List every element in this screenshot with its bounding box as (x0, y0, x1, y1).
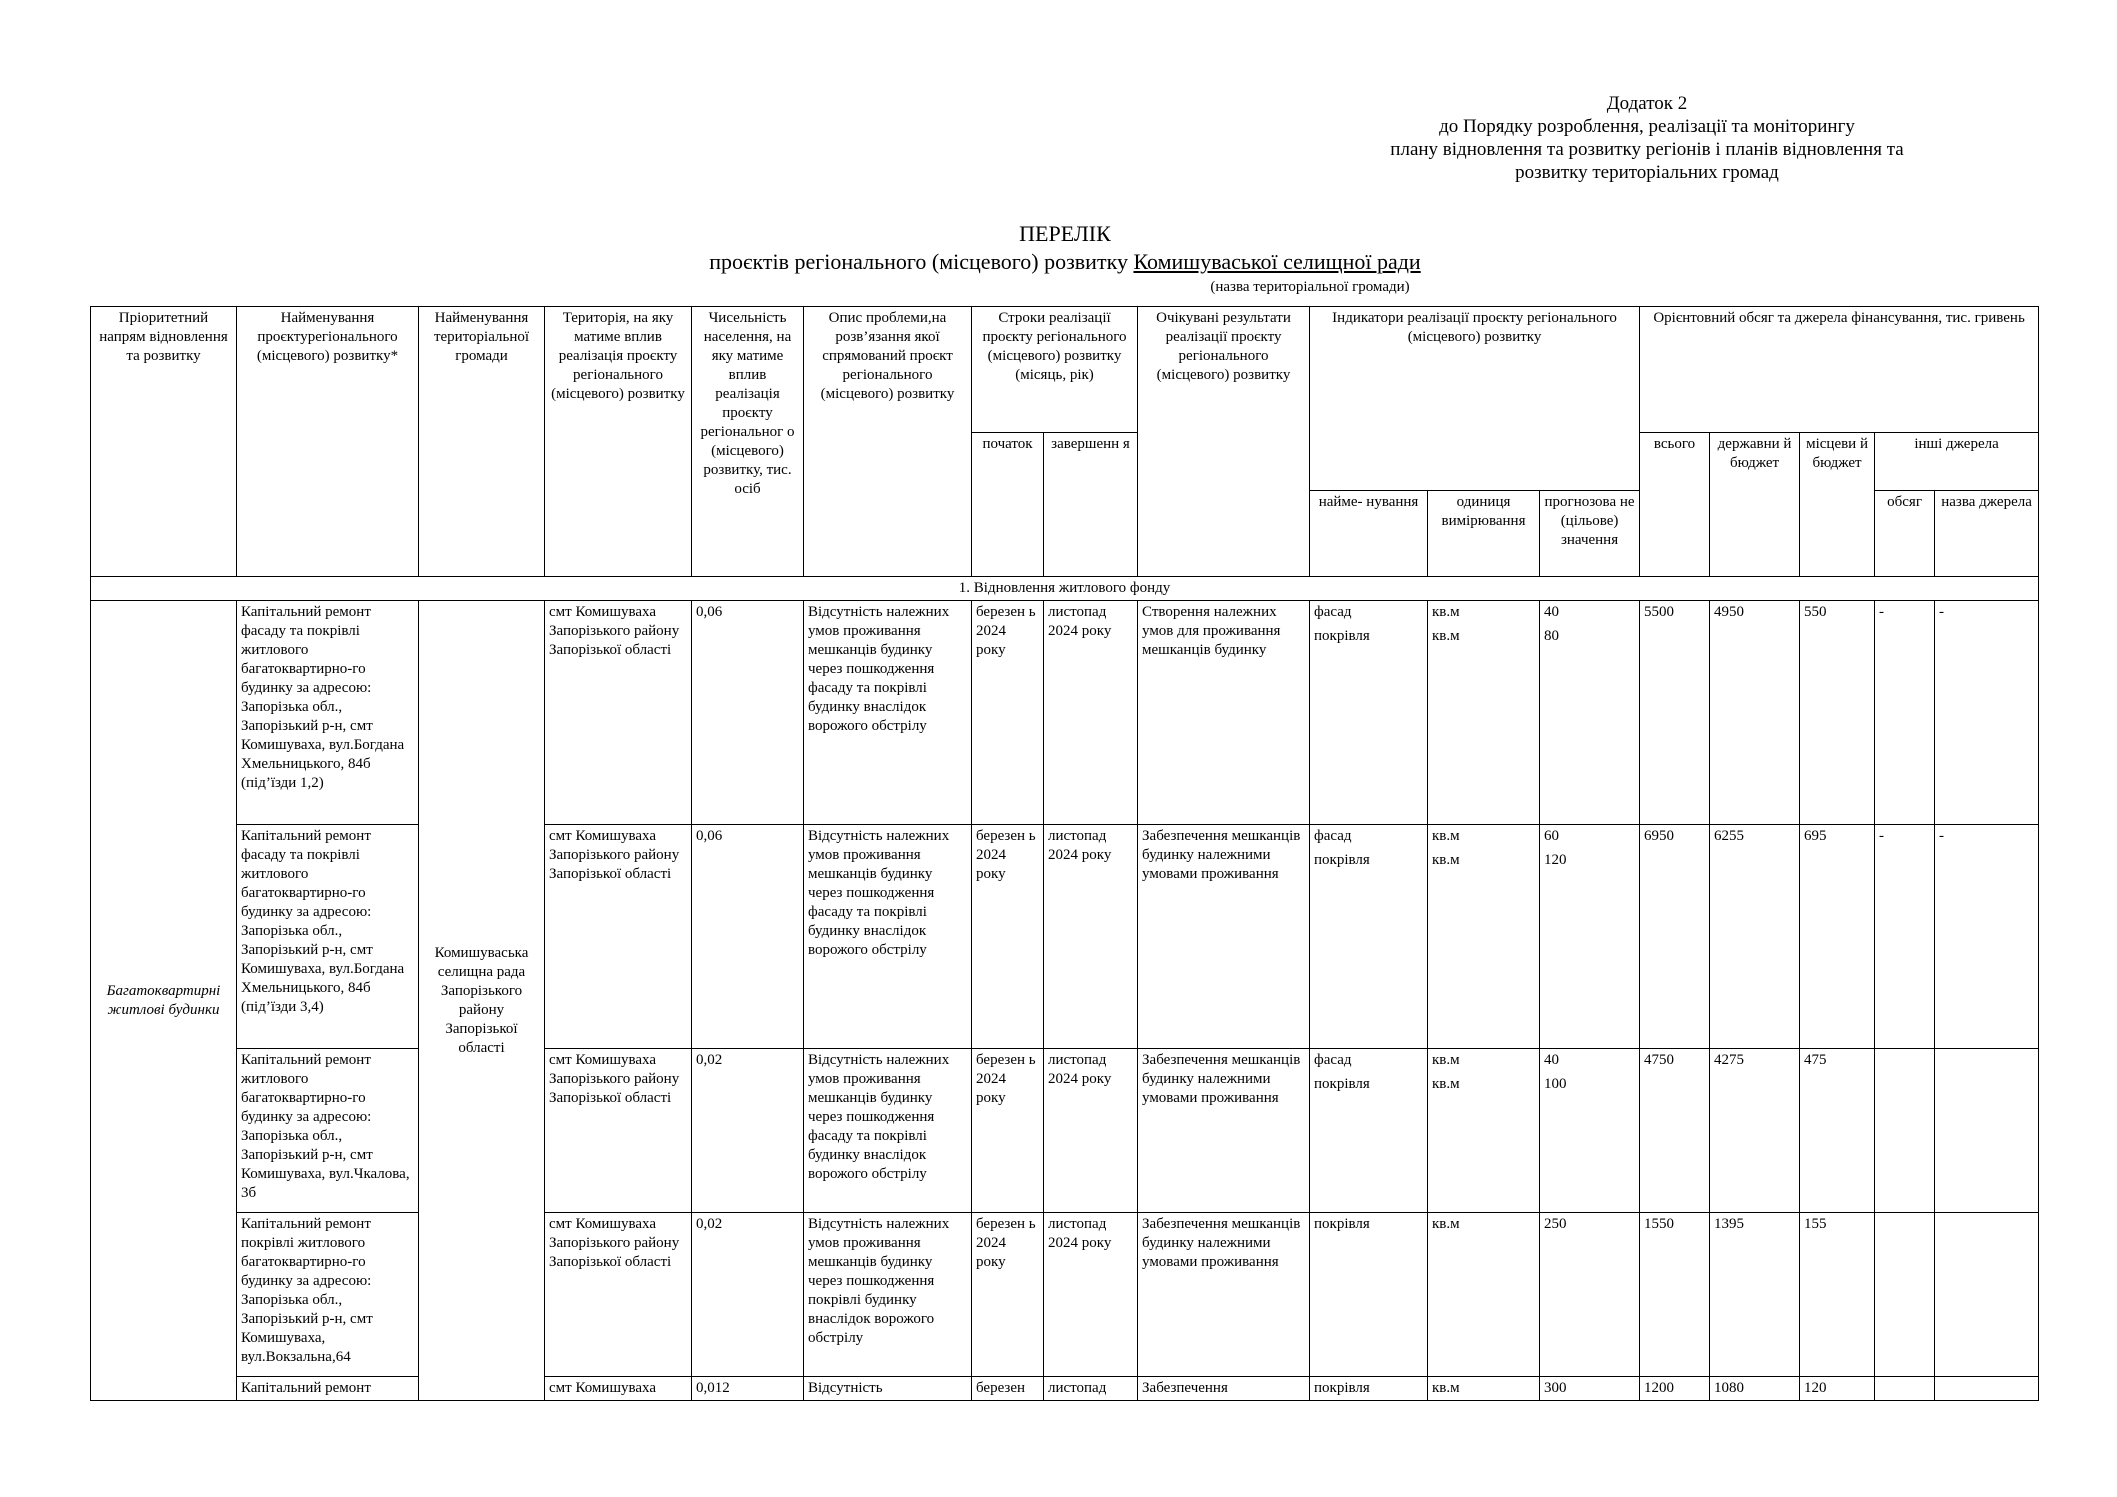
problem: Відсутність належних умов проживання мешканців будинку через пошкодження фасаду та покрівлі будинку внаслідок ворожого обстрілу (804, 825, 972, 1049)
header-other-sources: інші джерела (1875, 433, 2039, 491)
indicator-value: 100 (1544, 1076, 1567, 1092)
other-volume (1875, 1213, 1935, 1377)
indicator-name: покрівля (1314, 852, 1370, 868)
annex-line-4: розвитку територіальних громад (1515, 162, 1779, 183)
other-source-name: - (1935, 601, 2039, 825)
state-budget: 4950 (1710, 601, 1800, 825)
subtitle-hint: (назва територіальної громади) (1210, 279, 1410, 295)
section-title: 1. Відновлення житлового фонду (91, 577, 2039, 601)
header-territory: Територія, на яку матиме вплив реалізація проєкту регіонального (місцевого) розвитку (545, 307, 692, 577)
indicator-name: фасад (1314, 604, 1352, 620)
indicator-values (1540, 601, 1640, 825)
project-name: Капітальний ремонт покрівлі житлового багатоквартирно-го будинку за адресою: Запорізька обл., Запорізький р-н, смт Комишуваха, вул.Вокзальна,64 (237, 1213, 419, 1377)
indicator-value: 40 (1544, 604, 1560, 620)
problem: Відсутність належних умов проживання мешканців будинку через пошкодження покрівлі будинку внаслідок ворожого обстрілу (804, 1213, 972, 1377)
indicator-value: 300 (1544, 1380, 1567, 1396)
indicator-values (1540, 1049, 1640, 1213)
document-title: ПЕРЕЛІК (1019, 221, 1111, 246)
indicator-name: покрівля (1314, 1380, 1370, 1396)
state-budget: 4275 (1710, 1049, 1800, 1213)
subtitle-prefix: проєктів регіонального (місцевого) розвитку (709, 249, 1134, 274)
header-financing: Орієнтовний обсяг та джерела фінансування, тис. гривень (1640, 307, 2039, 433)
header-indicator-unit: одиниця вимірювання (1428, 491, 1540, 577)
territory: смт Комишуваха Запорізького району Запорізької області (545, 825, 692, 1049)
total-amount: 5500 (1640, 601, 1710, 825)
header-community: Найменування територіальної громади (419, 307, 545, 577)
local-budget: 155 (1800, 1213, 1875, 1377)
indicator-unit: кв.м (1432, 852, 1460, 868)
indicator-unit: кв.м (1432, 828, 1460, 844)
population: 0,06 (692, 601, 804, 825)
indicator-value: 120 (1544, 852, 1567, 868)
annex-line-2: до Порядку розроблення, реалізації та моніторингу (1439, 116, 1855, 137)
indicator-names (1310, 601, 1428, 825)
indicator-unit: кв.м (1432, 1216, 1460, 1232)
table-row (91, 825, 2039, 1049)
population: 0,02 (692, 1049, 804, 1213)
other-volume (1875, 1377, 1935, 1401)
subtitle-community: Комишуваської селищної ради (1133, 249, 1421, 274)
indicator-units (1428, 825, 1540, 1049)
annex-note (1297, 92, 1997, 184)
other-source-name (1935, 1213, 2039, 1377)
indicator-names (1310, 1049, 1428, 1213)
header-indicator-name: найме- нування (1310, 491, 1428, 577)
other-volume: - (1875, 601, 1935, 825)
header-project-name: Найменування проєктурегіонального (місцевого) розвитку* (237, 307, 419, 577)
problem: Відсутність належних умов проживання мешканців будинку через пошкодження фасаду та покрівлі будинку внаслідок ворожого обстрілу (804, 1049, 972, 1213)
state-budget: 6255 (1710, 825, 1800, 1049)
state-budget: 1080 (1710, 1377, 1800, 1401)
local-budget: 695 (1800, 825, 1875, 1049)
expected-result: Забезпечення мешканців будинку належними умовами проживання (1138, 825, 1310, 1049)
indicator-values (1540, 1377, 1640, 1401)
header-other-volume: обсяг (1875, 491, 1935, 577)
local-budget: 120 (1800, 1377, 1875, 1401)
population: 0,06 (692, 825, 804, 1049)
indicator-names (1310, 1213, 1428, 1377)
header-other-name: назва джерела (1935, 491, 2039, 577)
indicator-unit: кв.м (1432, 1380, 1460, 1396)
community-name: Комишуваська селищна рада Запорізького району Запорізької області (419, 601, 545, 1401)
indicator-units (1428, 1377, 1540, 1401)
header-total: всього (1640, 433, 1710, 577)
total-amount: 1200 (1640, 1377, 1710, 1401)
table-row (91, 1213, 2039, 1377)
project-name: Капітальний ремонт фасаду та покрівлі житлового багатоквартирно-го будинку за адресою: Запорізька обл., Запорізький р-н, смт Комишуваха, вул.Богдана Хмельницького, 84б (під’їзди 1,2) (237, 601, 419, 825)
indicator-name: фасад (1314, 1052, 1352, 1068)
start-date: березен (972, 1377, 1044, 1401)
end-date: листопад 2024 року (1044, 825, 1138, 1049)
end-date: листопад 2024 року (1044, 601, 1138, 825)
document-subtitle (90, 248, 2040, 276)
indicator-value: 80 (1544, 628, 1560, 644)
other-source-name (1935, 1049, 2039, 1213)
expected-result: Забезпечення мешканців будинку належними умовами проживання (1138, 1213, 1310, 1377)
indicator-names (1310, 825, 1428, 1049)
annex-line-1: Додаток 2 (1606, 93, 1688, 114)
indicator-value: 60 (1544, 828, 1560, 844)
project-name: Капітальний ремонт фасаду та покрівлі житлового багатоквартирно-го будинку за адресою: Запорізька обл., Запорізький р-н, смт Комишуваха, вул.Богдана Хмельницького, 84б (під’їзди 3,4) (237, 825, 419, 1049)
indicator-names (1310, 1377, 1428, 1401)
header-local-budget: місцеви й бюджет (1800, 433, 1875, 577)
start-date: березен ь 2024 року (972, 1049, 1044, 1213)
projects-table (90, 306, 2039, 1401)
indicator-value: 40 (1544, 1052, 1560, 1068)
indicator-unit: кв.м (1432, 1076, 1460, 1092)
expected-result: Створення належних умов для проживання мешканців будинку (1138, 601, 1310, 825)
expected-result: Забезпечення мешканців будинку належними умовами проживання (1138, 1049, 1310, 1213)
annex-line-3: плану відновлення та розвитку регіонів і планів відновлення та (1390, 139, 1904, 160)
project-name: Капітальний ремонт житлового багатоквартирно-го будинку за адресою: Запорізька обл., Запорізький р-н, смт Комишуваха, вул.Чкалова, 3б (237, 1049, 419, 1213)
total-amount: 4750 (1640, 1049, 1710, 1213)
indicator-name: покрівля (1314, 1076, 1370, 1092)
expected-result: Забезпечення (1138, 1377, 1310, 1401)
title-block (90, 220, 2040, 276)
table-row (91, 1377, 2039, 1401)
indicator-name: фасад (1314, 828, 1352, 844)
indicator-unit: кв.м (1432, 628, 1460, 644)
project-name: Капітальний ремонт (237, 1377, 419, 1401)
indicator-units (1428, 601, 1540, 825)
header-state-budget: державни й бюджет (1710, 433, 1800, 577)
indicator-values (1540, 1213, 1640, 1377)
indicator-units (1428, 1049, 1540, 1213)
territory: смт Комишуваха Запорізького району Запорізької області (545, 601, 692, 825)
indicator-values (1540, 825, 1640, 1049)
start-date: березен ь 2024 року (972, 825, 1044, 1049)
header-indicators: Індикатори реалізації проєкту регіонального (місцевого) розвитку (1310, 307, 1640, 491)
indicator-unit: кв.м (1432, 604, 1460, 620)
territory: смт Комишуваха Запорізького району Запорізької області (545, 1213, 692, 1377)
header-priority: Пріоритетний напрям відновлення та розвитку (91, 307, 237, 577)
other-volume (1875, 1049, 1935, 1213)
indicator-name: покрівля (1314, 628, 1370, 644)
population: 0,012 (692, 1377, 804, 1401)
header-terms: Строки реалізації проєкту регіонального (місцевого) розвитку (місяць, рік) (972, 307, 1138, 433)
indicator-name: покрівля (1314, 1216, 1370, 1232)
end-date: листопад (1044, 1377, 1138, 1401)
indicator-value: 250 (1544, 1216, 1567, 1232)
total-amount: 6950 (1640, 825, 1710, 1049)
priority-direction: Багатоквартирні житлові будинки (91, 601, 237, 1401)
table-row (91, 1049, 2039, 1213)
header-problem: Опис проблеми,на розв’язання якої спрямований проєкт регіонального (місцевого) розвитку (804, 307, 972, 577)
indicator-unit: кв.м (1432, 1052, 1460, 1068)
start-date: березен ь 2024 року (972, 601, 1044, 825)
end-date: листопад 2024 року (1044, 1213, 1138, 1377)
indicator-units (1428, 1213, 1540, 1377)
territory: смт Комишуваха (545, 1377, 692, 1401)
local-budget: 550 (1800, 601, 1875, 825)
other-volume: - (1875, 825, 1935, 1049)
problem: Відсутність (804, 1377, 972, 1401)
table-row (91, 601, 2039, 825)
population: 0,02 (692, 1213, 804, 1377)
problem: Відсутність належних умов проживання мешканців будинку через пошкодження фасаду та покрівлі будинку внаслідок ворожого обстрілу (804, 601, 972, 825)
header-indicator-value: прогнозова не (цільове) значення (1540, 491, 1640, 577)
header-population: Чисельність населення, на яку матиме вплив реалізація проєкту регіональног о (місцевого) розвитку, тис. осіб (692, 307, 804, 577)
total-amount: 1550 (1640, 1213, 1710, 1377)
header-end: завершенн я (1044, 433, 1138, 577)
territory: смт Комишуваха Запорізького району Запорізької області (545, 1049, 692, 1213)
start-date: березен ь 2024 року (972, 1213, 1044, 1377)
end-date: листопад 2024 року (1044, 1049, 1138, 1213)
other-source-name (1935, 1377, 2039, 1401)
other-source-name: - (1935, 825, 2039, 1049)
local-budget: 475 (1800, 1049, 1875, 1213)
header-results: Очікувані результати реалізації проєкту регіонального (місцевого) розвитку (1138, 307, 1310, 577)
header-start: початок (972, 433, 1044, 577)
state-budget: 1395 (1710, 1213, 1800, 1377)
